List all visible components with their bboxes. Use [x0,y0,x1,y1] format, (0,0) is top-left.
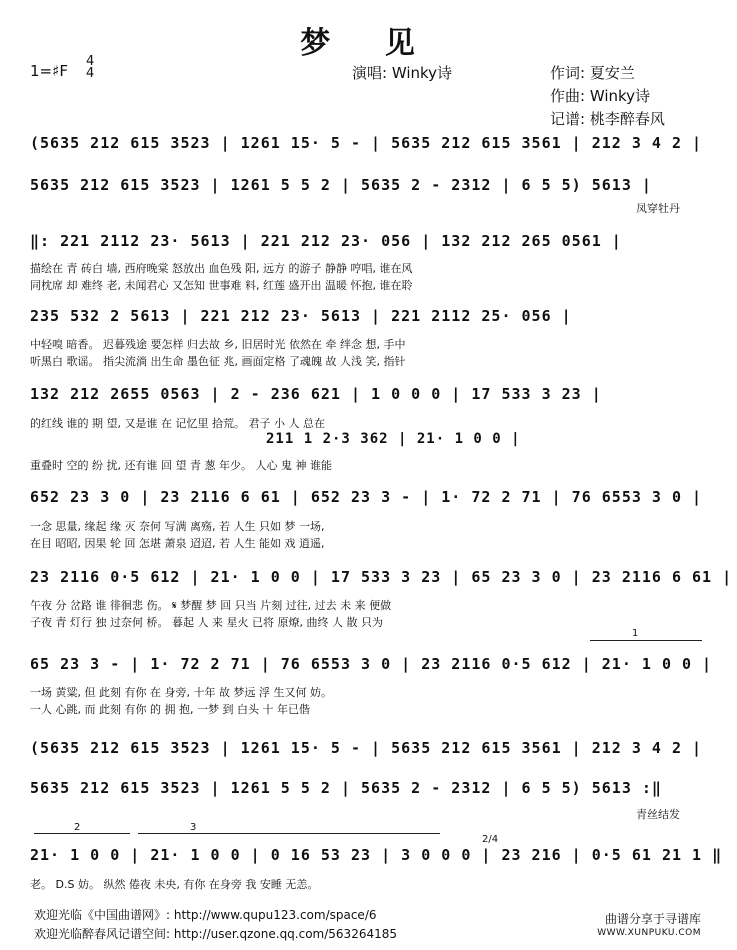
time-signature-top: 4 [86,54,95,69]
score-line-5-alt: 211 1 2·3 362 | 21· 1 0 0 | [266,431,521,447]
score-line-8: 65 23 3 - | 1· 72 2 71 | 76 6553 3 0 | 23 2116 0·5 612 | 21· 1 0 0 | [30,655,713,673]
lyric-line-3b: 同枕席 却 难终 老, 未闻君心 又怎知 世事难 料, 红莲 盛开出 温暖 怀抱, 谁在聆 [30,279,413,292]
footer-link-1: 欢迎光临《中国曲谱网》: http://www.qupu123.com/space/6 [34,908,377,922]
lyric-line-3a: 描绘在 青 砖白 墙, 西府晚棠 怒放出 血色残 阳, 远方 的游子 静静 哼唱, 谁在风 [30,262,413,275]
volta-1-label: 1 [632,628,639,639]
composer: 作曲: Winky诗 [550,87,651,105]
lyric-line-10a: 青丝结发 [636,808,680,821]
score-line-2: 5635 212 615 3523 | 1261 5 5 2 | 5635 2 - 2312 | 6 5 5) 5613 | [30,176,652,194]
lyricist: 作词: 夏安兰 [550,64,635,82]
key-signature: 1=♯F [30,62,68,80]
lyric-line-7a: 午夜 分 岔路 谁 徘徊悲 伤。 𝄋 梦醒 梦 回 只当 片刻 过往, 过去 未 来 便做 [30,599,392,612]
lyric-line-5b: 重叠时 空的 纷 扰, 还有谁 回 望 青 葱 年少。 人心 鬼 神 谁能 [30,459,332,472]
meter-change: 2/4 [482,834,499,845]
lyric-line-2a: 凤穿牡丹 [636,202,680,215]
watermark-line-2: WWW.XUNPUKU.COM [597,928,701,938]
song-title: 梦 见 [300,26,437,61]
time-signature [86,56,94,80]
score-line-6: 652 23 3 0 | 23 2116 6 61 | 652 23 3 - | 1· 72 2 71 | 76 6553 3 0 | [30,488,703,506]
volta-bracket-1 [590,640,702,641]
score-line-1: (5635 212 615 3523 | 1261 15· 5 - | 5635 212 615 3561 | 212 3 4 2 | [30,134,703,152]
singer: 演唱: Winky诗 [352,64,453,82]
volta-bracket-3 [138,833,440,834]
watermark-line-1: 曲谱分享于寻谱库 [604,912,701,926]
score-line-4: 235 532 2 5613 | 221 212 23· 5613 | 221 2112 25· 056 | [30,307,572,325]
transcriber: 记谱: 桃李醉春风 [550,110,665,128]
watermark [597,912,701,940]
volta-3-label: 3 [190,822,197,833]
score-line-11: 21· 1 0 0 | 21· 1 0 0 | 0 16 53 23 | 3 0 0 0 | 23 216 | 0·5 61 21 1 ‖ [30,846,723,864]
time-signature-bottom: 4 [86,66,95,81]
lyric-line-5a: 的红线 谁的 期 望, 又是谁 在 记忆里 拾荒。 君子 小 人 总在 [30,417,325,430]
footer-link-2: 欢迎光临醉春风记谱空间: http://user.qzone.qq.com/563264185 [34,927,398,941]
lyric-line-8b: 一人 心跳, 而 此刻 有你 的 拥 抱, 一梦 到 白头 十 年已偕 [30,703,310,716]
lyric-line-4b: 听黑白 歌谣。 指尖流淌 出生命 墨色征 兆, 画面定格 了魂魄 故 人浅 笑, 指针 [30,355,406,368]
volta-bracket-2 [34,833,130,834]
lyric-line-7b: 子夜 青 灯行 独 过奈何 桥。 暮起 人 来 星火 已将 原燎, 曲终 人 散 只为 [30,616,383,629]
lyric-line-6a: 一念 思量, 缘起 缘 灭 奈何 写满 离殇, 若 人生 只如 梦 一场, [30,520,325,533]
score-line-10: 5635 212 615 3523 | 1261 5 5 2 | 5635 2 - 2312 | 6 5 5) 5613 :‖ [30,779,662,797]
score-line-5: 132 212 2655 0563 | 2 - 236 621 | 1 0 0 0 | 17 533 3 23 | [30,385,602,403]
lyric-line-4a: 中轻嗅 暗香。 迟暮残途 要怎样 归去故 乡, 旧居时光 依然在 牵 绊念 想, 手中 [30,338,406,351]
lyric-line-8a: 一场 黄粱, 但 此刻 有你 在 身旁, 十年 故 梦远 浮 生又何 妨。 [30,686,332,699]
score-line-9: (5635 212 615 3523 | 1261 15· 5 - | 5635 212 615 3561 | 212 3 4 2 | [30,739,703,757]
score-line-3: ‖: 221 2112 23· 5613 | 221 212 23· 056 | 132 212 265 0561 | [30,232,622,250]
score-line-7: 23 2116 0·5 612 | 21· 1 0 0 | 17 533 3 23 | 65 23 3 0 | 23 2116 6 61 | [30,568,733,586]
lyric-line-11a: 老。 D.S 妨。 纵然 倦夜 未央, 有你 在身旁 我 安睡 无恙。 [30,878,319,891]
volta-2-label: 2 [74,822,81,833]
lyric-line-6b: 在目 昭昭, 因果 轮 回 怎堪 萧泉 迢迢, 若 人生 能如 戏 逍遥, [30,537,325,550]
